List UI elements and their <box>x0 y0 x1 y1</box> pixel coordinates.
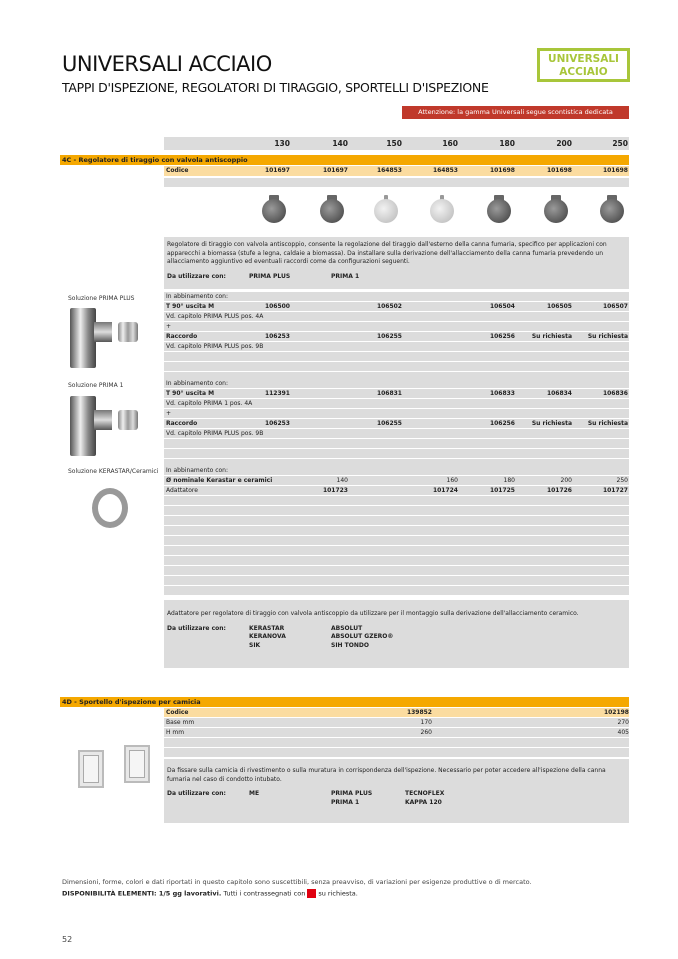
spacer-row <box>164 449 629 458</box>
draft-regulator-image <box>598 193 626 225</box>
row-label: T 90° uscita M <box>166 303 215 310</box>
usage-col-1 <box>249 625 331 651</box>
table-row <box>164 429 629 438</box>
table-cell: 101723 <box>322 487 348 494</box>
usage-system: KAPPA 120 <box>405 798 442 806</box>
row-label: Vd. capitolo PRIMA PLUS pos. 9B <box>166 430 264 437</box>
availability-end: su richiesta. <box>318 889 358 898</box>
spacer-row <box>164 556 629 565</box>
table-row <box>164 718 629 727</box>
table-row <box>164 476 629 485</box>
usage-system: TECNOFLEX <box>405 790 445 797</box>
usage-row <box>167 273 626 282</box>
draft-regulator-image <box>260 193 288 225</box>
spacer-row <box>164 586 629 595</box>
table-cell: Su richiesta <box>531 420 572 427</box>
diameter-header: 160 <box>442 139 458 148</box>
usage-label: Da utilizzare con: <box>167 624 226 632</box>
inspection-door-image <box>124 745 150 783</box>
usage-col-3 <box>405 790 444 807</box>
table-cell: 200 <box>560 477 572 484</box>
table-row <box>164 409 629 418</box>
row-label: Codice <box>166 709 189 716</box>
usage-col-2 <box>331 625 393 651</box>
table-row <box>164 302 629 311</box>
row-label: Raccordo <box>166 333 198 340</box>
spacer-row <box>164 516 629 525</box>
availability-bold: DISPONIBILITÀ ELEMENTI: 1/5 gg lavorativi. <box>62 889 222 898</box>
spacer-row <box>164 566 629 575</box>
table-row <box>164 486 629 495</box>
table-cell: 106831 <box>376 390 402 397</box>
table-cell: 102198 <box>603 709 629 716</box>
table-cell: 106833 <box>489 390 515 397</box>
draft-regulator-image <box>428 193 456 225</box>
usage-system: ABSOLUT <box>331 624 363 632</box>
table-cell: 140 <box>336 477 348 484</box>
table-cell: 106253 <box>264 333 290 340</box>
table-row <box>164 728 629 737</box>
usage-system: PRIMA PLUS <box>331 790 373 797</box>
row-label: Base mm <box>166 719 195 726</box>
usage-label: Da utilizzare con: <box>167 272 226 280</box>
description-text: Regolatore di tiraggio con valvola antiscoppio, consente la regolazione del tiraggio dall'esterno della canna fumaria, specifico per applicazioni con apparecchi a biomassa (stufe a legna, caldaie a biomassa). Da installare sulla derivazione dell'allacciamento della canna fumaria prevedendo un allacciamento aggiuntivo ed eventuali raccordi come da configurazioni seguenti. <box>167 241 607 265</box>
table-cell: 101698 <box>546 167 572 174</box>
row-label: In abbinamento con: <box>166 293 228 300</box>
table-cell: 260 <box>420 729 432 736</box>
usage-system: KERANOVA <box>249 633 286 640</box>
table-cell: 101698 <box>489 167 515 174</box>
diameter-header: 130 <box>274 139 290 148</box>
solution-label: Soluzione PRIMA 1 <box>68 382 124 389</box>
table-cell: 250 <box>616 477 628 484</box>
table-cell: 170 <box>420 719 432 726</box>
table-cell: 164853 <box>376 167 402 174</box>
row-label: In abbinamento con: <box>166 380 228 387</box>
table-row <box>164 419 629 428</box>
row-label: H mm <box>166 729 185 736</box>
row-label: Ø nominale Kerastar e ceramici <box>166 477 273 484</box>
table-cell: 106507 <box>602 303 628 310</box>
table-row <box>164 379 629 388</box>
usage-system: ME <box>249 790 260 797</box>
usage-system: SIK <box>249 641 261 649</box>
footer-availability <box>62 889 358 898</box>
usage-system: KERASTAR <box>249 624 285 632</box>
table-cell: 270 <box>617 719 629 726</box>
table-row <box>164 399 629 408</box>
diameter-header: 150 <box>386 139 402 148</box>
table-cell: 101698 <box>602 167 628 174</box>
product-description <box>164 237 629 289</box>
solution-label: Soluzione PRIMA PLUS <box>68 295 135 302</box>
table-row <box>164 292 629 301</box>
table-cell: 164853 <box>432 167 458 174</box>
table-row <box>164 389 629 398</box>
inspection-door-image <box>78 750 104 788</box>
row-label: Vd. capitolo PRIMA PLUS pos. 9B <box>166 343 264 350</box>
spacer-row <box>164 576 629 585</box>
table-cell: Su richiesta <box>587 420 628 427</box>
table-cell: 106256 <box>489 333 515 340</box>
table-cell: 106500 <box>264 303 290 310</box>
draft-regulator-image <box>485 193 513 225</box>
draft-regulator-image <box>318 193 346 225</box>
table-cell: 101697 <box>322 167 348 174</box>
row-label: + <box>166 410 172 417</box>
diameter-header: 250 <box>612 139 628 148</box>
page-title: UNIVERSALI ACCIAIO <box>62 52 272 76</box>
usage-system: PRIMA PLUS <box>249 272 291 280</box>
spacer-row <box>164 546 629 555</box>
spacer-row <box>164 526 629 535</box>
table-cell: 112391 <box>264 390 290 397</box>
row-label: In abbinamento con: <box>166 467 228 474</box>
table-cell: 101697 <box>264 167 290 174</box>
adapter-description-text: Adattatore per regolatore di tiraggio con valvola antiscoppio da utilizzare per il montaggio sulla derivazione dell'allacciamento ceramico. <box>167 610 579 617</box>
logo-line-1: UNIVERSALI <box>548 53 619 65</box>
row-label: + <box>166 323 172 330</box>
table-cell: 139852 <box>406 709 432 716</box>
table-cell: 106834 <box>546 390 572 397</box>
logo-line-2: ACCIAIO <box>559 65 608 78</box>
table-cell: 106255 <box>376 420 402 427</box>
spacer-row <box>164 738 629 747</box>
table-cell: 106502 <box>376 303 402 310</box>
usage-col-2 <box>331 790 405 807</box>
row-label: Adattatore <box>166 487 198 494</box>
discount-notice: Attenzione: la gamma Universali segue scontistica dedicata <box>402 106 629 119</box>
usage-col-1 <box>249 790 331 807</box>
usage-system: ABSOLUT GZERO® <box>331 633 394 640</box>
table-row <box>164 312 629 321</box>
section-4c-title: 4C - Regolatore di tiraggio con valvola antiscoppio <box>60 155 629 165</box>
solution-label: Soluzione KERASTAR/Ceramici <box>68 468 159 475</box>
adapter-usage-row <box>167 625 626 651</box>
table-cell: 106253 <box>264 420 290 427</box>
codice-row <box>164 166 629 176</box>
diameter-header-row <box>164 137 629 150</box>
table-cell: 101727 <box>602 487 628 494</box>
spacer-row <box>164 439 629 448</box>
table-cell: 106256 <box>489 420 515 427</box>
table-cell: Su richiesta <box>531 333 572 340</box>
table-cell: 101724 <box>432 487 458 494</box>
draft-regulator-image <box>542 193 570 225</box>
page-subtitle: TAPPI D'ISPEZIONE, REGOLATORI DI TIRAGGIO, SPORTELLI D'ISPEZIONE <box>62 80 489 95</box>
spacer-row <box>164 362 629 371</box>
diameter-header: 140 <box>332 139 348 148</box>
codice-label: Codice <box>166 167 189 174</box>
spacer-row <box>164 496 629 505</box>
spacer-row <box>164 352 629 361</box>
door-usage-row <box>167 790 626 807</box>
red-square-marker-icon <box>307 889 316 898</box>
footer-disclaimer: Dimensioni, forme, colori e dati riportati in questo capitolo sono suscettibili, senza preavviso, di variazioni per esigenze produttive o di mercato. <box>62 878 532 886</box>
spacer-row <box>164 178 629 187</box>
adapter-ring-image <box>92 488 128 528</box>
diameter-header: 180 <box>499 139 515 148</box>
spacer-row <box>164 536 629 545</box>
table-row <box>164 708 629 717</box>
table-cell: 106505 <box>546 303 572 310</box>
usage-system: PRIMA 1 <box>331 798 360 806</box>
usage-system: SIH TONDO <box>331 641 369 649</box>
draft-regulator-image <box>372 193 400 225</box>
door-description-text: Da fissare sulla camicia di rivestimento o sulla muratura in corrispondenza dell'ispezione. Necessario per poter accedere all'ispezione della canna fumaria nel caso di condotto intubato. <box>167 767 606 783</box>
table-cell: 106504 <box>489 303 515 310</box>
section-4d-title: 4D - Sportello d'ispezione per camicia <box>60 697 629 707</box>
table-row <box>164 322 629 331</box>
table-cell: 405 <box>617 729 629 736</box>
table-cell: 106255 <box>376 333 402 340</box>
table-cell: Su richiesta <box>587 333 628 340</box>
category-logo <box>537 48 630 82</box>
table-cell: 160 <box>446 477 458 484</box>
table-cell: 101726 <box>546 487 572 494</box>
table-row <box>164 332 629 341</box>
diameter-header: 200 <box>556 139 572 148</box>
adapter-description <box>164 600 629 668</box>
spacer-row <box>164 506 629 515</box>
usage-label: Da utilizzare con: <box>167 790 226 797</box>
row-label: T 90° uscita M <box>166 390 215 397</box>
table-cell: 101725 <box>489 487 515 494</box>
table-row <box>164 342 629 351</box>
table-row <box>164 466 629 475</box>
table-cell: 180 <box>503 477 515 484</box>
table-cell: 106836 <box>602 390 628 397</box>
row-label: Vd. capitolo PRIMA PLUS pos. 4A <box>166 313 264 320</box>
spacer-row <box>164 748 629 757</box>
row-label: Vd. capitolo PRIMA 1 pos. 4A <box>166 400 253 407</box>
door-description <box>164 759 629 823</box>
row-label: Raccordo <box>166 420 198 427</box>
usage-system: PRIMA 1 <box>331 272 360 280</box>
availability-text: Tutti i contrassegnati con <box>223 889 306 898</box>
page-number: 52 <box>62 935 73 944</box>
